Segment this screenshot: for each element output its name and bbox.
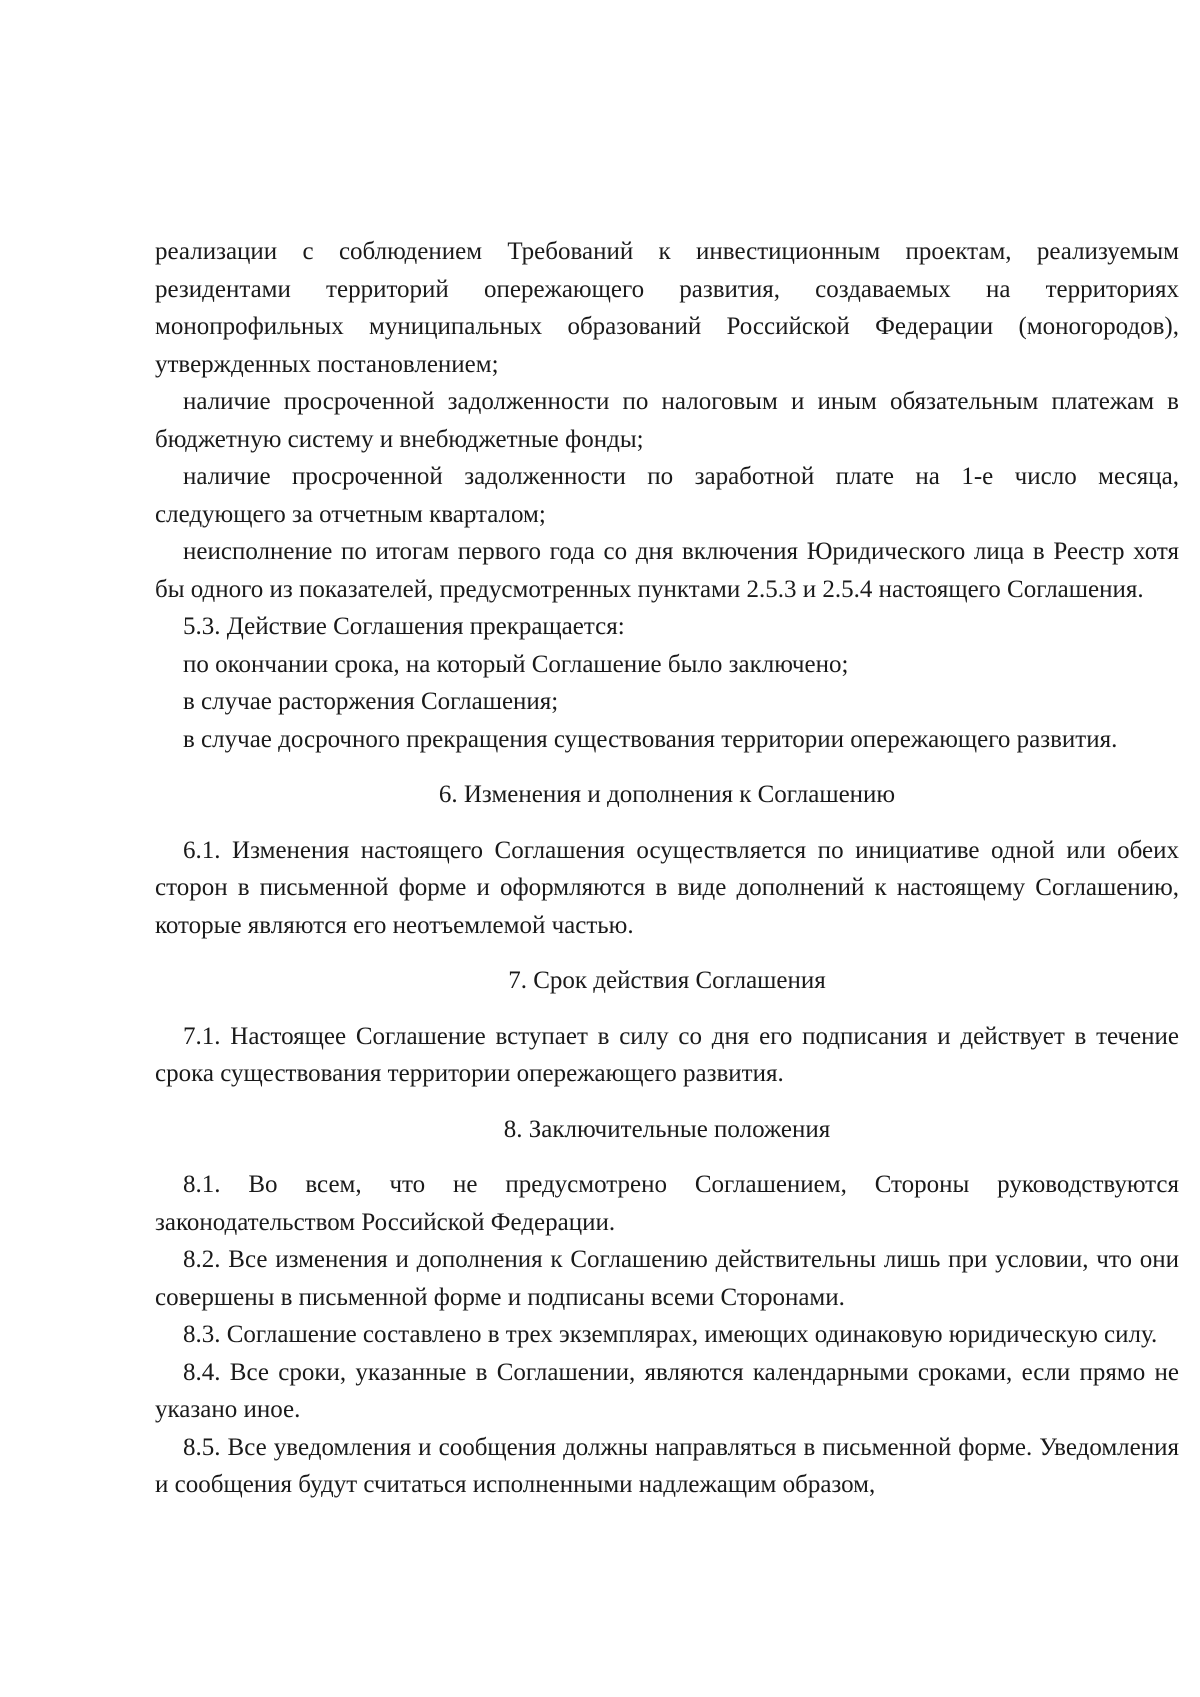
clause-8-4: 8.4. Все сроки, указанные в Соглашении, являются календарными сроками, если прямо не указано иное. [155, 1358, 1179, 1423]
paragraph: в случае расторжения Соглашения; [183, 688, 559, 715]
section-8-heading: 8. Заключительные положения [503, 1115, 831, 1143]
paragraph: реализации с соблюдением Требований к инвестиционным проектам, реализуемым резидентами территорий опережающего развития, создаваемых на территориях монопрофильных муниципальных образований Российской Федерации (моногородов), утвержденных постановлением; [155, 238, 1179, 378]
clause-5-3: 5.3. Действие Соглашения прекращается: [183, 613, 625, 640]
paragraph: неисполнение по итогам первого года со дня включения Юридического лица в Реестр хотя бы одного из показателей, предусмотренных пунктами 2.5.3 и 2.5.4 настоящего Соглашения. [155, 538, 1179, 603]
clause-8-3: 8.3. Соглашение составлено в трех экземплярах, имеющих одинаковую юридическую силу. [183, 1321, 1158, 1348]
paragraph: по окончании срока, на который Соглашение было заключено; [183, 650, 849, 678]
clause-8-1: 8.1. Во всем, что не предусмотрено Соглашением, Стороны руководствуются законодательством Российской Федерации. [155, 1171, 1179, 1236]
clause-8-5: 8.5. Все уведомления и сообщения должны направляться в письменной форме. Уведомления и сообщения будут считаться исполненными надлежащим образом, [155, 1433, 1179, 1498]
clause-8-2: 8.2. Все изменения и дополнения к Соглашению действительны лишь при условии, что они совершены в письменной форме и подписаны всеми Сторонами. [155, 1246, 1179, 1311]
document-page [155, 233, 1179, 1504]
section-6-heading: 6. Изменения и дополнения к Соглашению [438, 781, 896, 808]
paragraph: в случае досрочного прекращения существования территории опережающего развития. [183, 725, 1118, 753]
clause-7-1: 7.1. Настоящее Соглашение вступает в силу со дня его подписания и действует в течение срока существования территории опережающего развития. [155, 1022, 1179, 1087]
paragraph: наличие просроченной задолженности по заработной плате на 1-е число месяца, следующего за отчетным кварталом; [155, 463, 1179, 528]
section-7-heading: 7. Срок действия Соглашения [508, 967, 826, 994]
clause-6-1: 6.1. Изменения настоящего Соглашения осуществляется по инициативе одной или обеих сторон в письменной форме и оформляются в виде дополнений к настоящему Соглашению, которые являются его неотъемлемой частью. [155, 836, 1179, 939]
paragraph: наличие просроченной задолженности по налоговым и иным обязательным платежам в бюджетную систему и внебюджетные фонды; [155, 388, 1179, 453]
